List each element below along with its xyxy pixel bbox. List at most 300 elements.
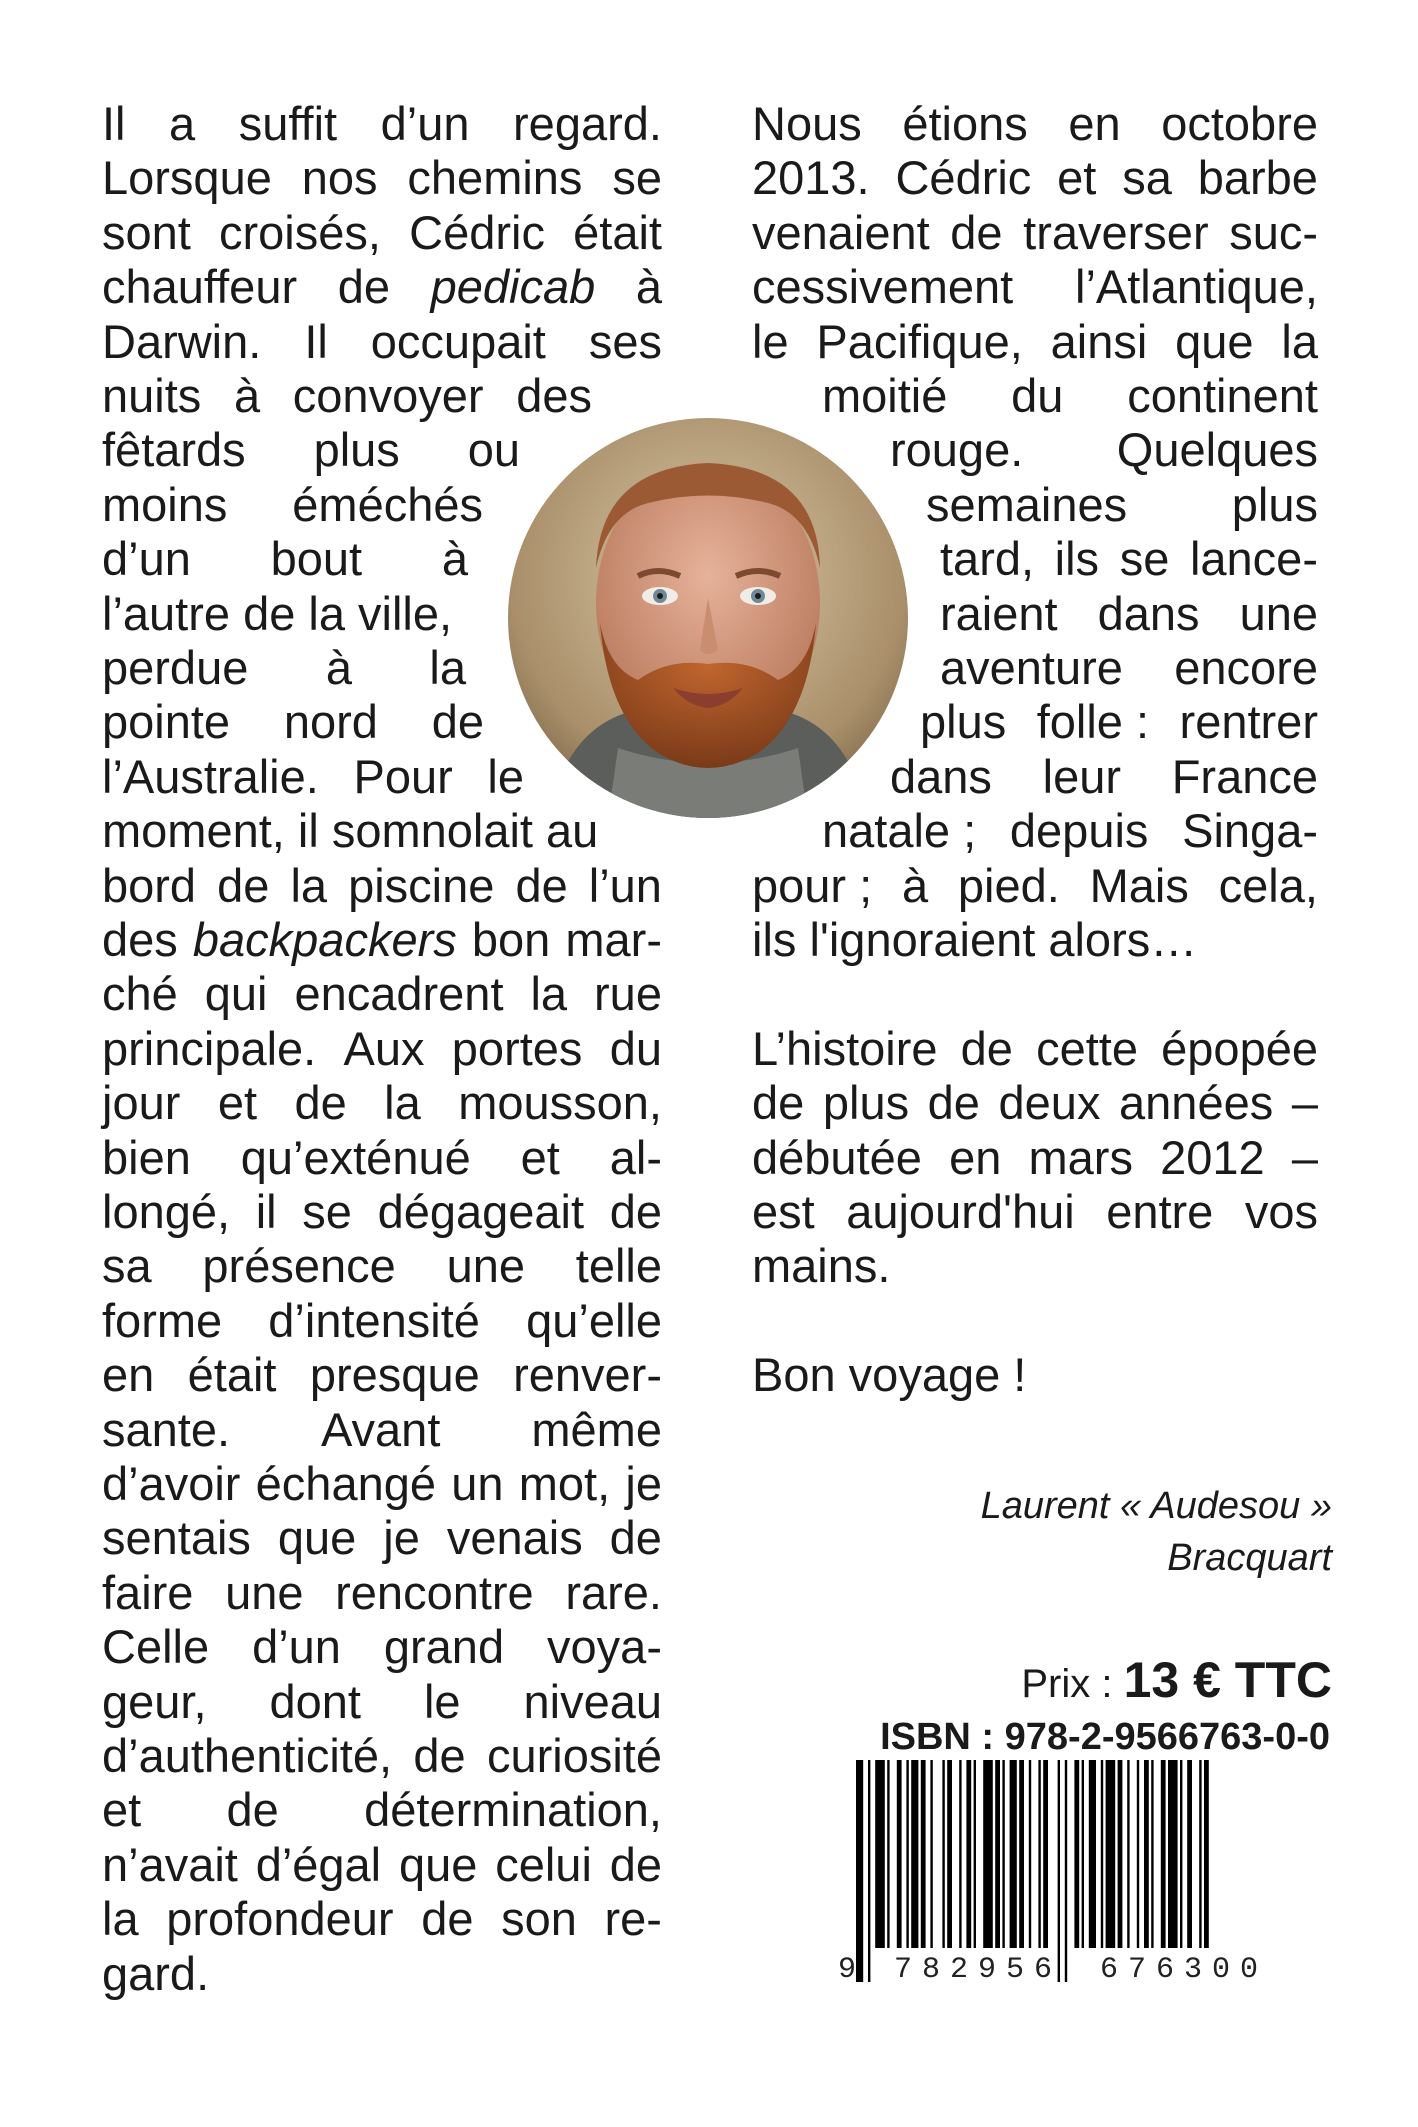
left-column-word: moment, il somnolait au bbox=[102, 804, 599, 858]
right-column-word: se bbox=[1119, 532, 1170, 586]
right-column-word: vos bbox=[1244, 1185, 1318, 1238]
right-column-word: octobre bbox=[1161, 97, 1318, 150]
barcode-first-digit: 9 bbox=[838, 1953, 857, 1987]
left-column-word: ché bbox=[102, 967, 178, 1021]
left-column-word: occupait bbox=[370, 314, 546, 368]
right-column-line bbox=[752, 1184, 1318, 1240]
left-column-word: que bbox=[277, 1511, 357, 1565]
barcode-bar bbox=[995, 1760, 1000, 1948]
left-column-word: niveau bbox=[523, 1674, 662, 1728]
left-column-word: nuits bbox=[102, 369, 202, 422]
barcode-bar bbox=[942, 1760, 944, 1948]
left-column-word: Lorsque bbox=[102, 151, 272, 205]
left-column-word: jour bbox=[102, 1076, 181, 1130]
left-column-word: en bbox=[102, 1348, 155, 1402]
right-column-word: moitié bbox=[822, 369, 948, 422]
right-column-word: cessivement bbox=[752, 260, 1014, 314]
right-column-word: en bbox=[949, 1130, 1002, 1184]
right-column-line bbox=[752, 259, 1318, 315]
left-column-word: à bbox=[441, 532, 468, 586]
left-column-word: rencontre bbox=[335, 1565, 534, 1619]
barcode-bar bbox=[906, 1760, 908, 1948]
barcode-bar bbox=[897, 1760, 902, 1948]
right-column-word: en bbox=[1068, 97, 1121, 150]
portrait-photo-icon bbox=[508, 418, 908, 818]
left-column-word: rare. bbox=[565, 1565, 662, 1619]
left-column-word: la bbox=[290, 858, 328, 912]
left-column-line bbox=[102, 1510, 662, 1566]
barcode-bar bbox=[856, 1760, 863, 1982]
signature-line-1: Laurent « Audesou » bbox=[980, 1485, 1332, 1527]
right-column-word: traverser bbox=[1023, 205, 1209, 259]
left-column-word: d’intensité bbox=[268, 1293, 480, 1347]
left-column-word: faire bbox=[102, 1565, 194, 1619]
barcode-bar bbox=[983, 1760, 993, 1948]
right-column-word: la bbox=[1281, 314, 1318, 368]
left-column-word: de bbox=[226, 1783, 279, 1837]
right-column-word: ils bbox=[1054, 532, 1100, 586]
left-column-word: se bbox=[612, 151, 662, 205]
left-column-word: de bbox=[413, 1729, 466, 1782]
right-column-line bbox=[752, 150, 1318, 206]
left-column-word: le bbox=[487, 749, 524, 803]
left-column-word: de bbox=[609, 1837, 662, 1891]
left-column-word: regard. bbox=[513, 97, 662, 150]
left-column-word: curiosité bbox=[486, 1729, 662, 1782]
right-column-line bbox=[822, 803, 1318, 859]
left-column-word: la bbox=[530, 967, 568, 1021]
barcode-bar bbox=[966, 1760, 971, 1948]
right-column-word: venaient bbox=[752, 205, 930, 259]
left-column-line bbox=[102, 1347, 662, 1403]
left-column-line bbox=[102, 1075, 662, 1131]
barcode-bar bbox=[1127, 1760, 1129, 1948]
left-column-word: gard. bbox=[102, 1946, 210, 2000]
barcode-bar bbox=[1118, 1760, 1123, 1948]
left-column-word: échangé bbox=[255, 1457, 437, 1510]
right-column-word: pied. bbox=[957, 858, 1060, 912]
right-column-word: à bbox=[901, 858, 929, 912]
right-column-word: rouge. bbox=[890, 423, 1024, 477]
left-column-word: n’avait bbox=[102, 1837, 238, 1891]
right-column-word: entre bbox=[1106, 1185, 1214, 1238]
left-column-line bbox=[102, 586, 490, 642]
left-column-word: dégageait bbox=[377, 1185, 585, 1238]
barcode-bar bbox=[1204, 1760, 1209, 1948]
right-column-word: 2013. bbox=[752, 151, 870, 205]
barcode-bar bbox=[1187, 1760, 1192, 1948]
left-column-line bbox=[102, 694, 484, 750]
left-column-line bbox=[102, 422, 520, 478]
barcode-bar bbox=[959, 1760, 961, 1948]
left-column-word: de bbox=[294, 1076, 347, 1130]
left-column-word: rue bbox=[594, 967, 662, 1021]
right-column-word: deux bbox=[998, 1076, 1101, 1130]
right-column-line bbox=[920, 694, 1318, 750]
barcode-bar bbox=[868, 1760, 870, 1982]
right-column-word: l’Atlantique, bbox=[1075, 260, 1318, 314]
right-column-line bbox=[752, 1075, 1318, 1131]
right-column-word: Cédric bbox=[895, 151, 1032, 205]
right-column-word: plus bbox=[1231, 477, 1318, 531]
left-column-word: celui bbox=[495, 1837, 592, 1891]
left-column-line bbox=[102, 1674, 662, 1730]
right-column-word: de bbox=[927, 1076, 980, 1130]
barcode-bar bbox=[1082, 1760, 1084, 1948]
left-column-word: d’authenticité, bbox=[102, 1729, 393, 1782]
left-column-word: Celle bbox=[102, 1620, 210, 1674]
right-column-line bbox=[752, 1238, 900, 1294]
left-column-word: al- bbox=[609, 1130, 662, 1184]
left-column-word: de bbox=[515, 858, 568, 912]
right-column-word: Pacifique, bbox=[816, 314, 1023, 368]
right-column-line bbox=[752, 1347, 1100, 1403]
left-column-word: encadrent bbox=[294, 967, 504, 1021]
left-column-word: principale. bbox=[102, 1021, 317, 1075]
barcode-bar bbox=[875, 1760, 885, 1948]
left-column-word: une bbox=[446, 1239, 525, 1293]
author-portrait bbox=[508, 418, 908, 818]
barcode-bar bbox=[1180, 1760, 1182, 1948]
left-column-word: était bbox=[573, 205, 662, 259]
barcode-bar bbox=[1002, 1760, 1004, 1948]
left-column-line bbox=[102, 858, 662, 914]
left-column-word: forme bbox=[102, 1293, 223, 1347]
left-column-word: re- bbox=[604, 1892, 662, 1946]
left-column-word: qu’elle bbox=[526, 1293, 662, 1347]
right-column-line bbox=[822, 368, 1318, 424]
left-column-word: l’autre de la ville, bbox=[102, 586, 453, 640]
left-column-word: Darwin. bbox=[102, 314, 262, 368]
right-column-word: L’histoire bbox=[752, 1021, 938, 1075]
right-column-word: années bbox=[1119, 1076, 1274, 1130]
right-column-word: le bbox=[752, 314, 789, 368]
left-column-word: il bbox=[255, 1185, 277, 1238]
right-column-line bbox=[752, 96, 1318, 152]
left-column-word: grand bbox=[383, 1620, 505, 1674]
left-column-word: portes bbox=[451, 1021, 583, 1075]
right-column-word: France bbox=[1171, 749, 1318, 803]
barcode-bar bbox=[1101, 1760, 1103, 1948]
right-column-line bbox=[752, 858, 1318, 914]
barcode-bar bbox=[1161, 1760, 1166, 1948]
right-column-word: lance- bbox=[1189, 532, 1318, 586]
left-column-word: nos bbox=[301, 151, 378, 205]
left-column-line bbox=[102, 96, 662, 152]
left-column-word: pedicab bbox=[430, 260, 596, 314]
left-column-word: du bbox=[609, 1021, 662, 1075]
left-column-word: à bbox=[635, 260, 662, 314]
left-column-word: la bbox=[384, 1076, 421, 1130]
left-column-line bbox=[102, 1565, 662, 1621]
left-column-word: chauffeur bbox=[102, 260, 298, 314]
left-column-word: telle bbox=[575, 1239, 662, 1293]
left-column-word: piscine bbox=[348, 858, 495, 912]
left-column-word: longé, bbox=[102, 1185, 231, 1238]
left-column-word: je bbox=[383, 1511, 420, 1565]
barcode-bar bbox=[1010, 1760, 1017, 1948]
left-column-word: sa bbox=[102, 1239, 152, 1293]
left-column-word: une bbox=[225, 1565, 304, 1619]
right-column-word: cela, bbox=[1218, 858, 1318, 912]
right-column-word: – bbox=[1291, 1130, 1318, 1184]
left-column-word: Aux bbox=[343, 1021, 425, 1075]
left-column-word: un bbox=[451, 1457, 504, 1510]
left-column-word: dont bbox=[269, 1674, 361, 1728]
isbn-label: ISBN : 978-2-9566763-0-0 bbox=[880, 1716, 1330, 1758]
left-column-word: je bbox=[625, 1457, 662, 1510]
left-column-word: des bbox=[516, 369, 592, 422]
left-column-word: Il bbox=[304, 314, 328, 368]
right-column-word: dans bbox=[1097, 586, 1200, 640]
left-column-word: nord bbox=[283, 695, 378, 749]
right-column-word: – bbox=[1291, 1076, 1318, 1130]
barcode-bar bbox=[911, 1760, 918, 1948]
right-column-line bbox=[752, 912, 1198, 968]
left-column-word: backpackers bbox=[192, 913, 457, 966]
right-column-word: ils l'ignoraient alors… bbox=[752, 913, 1198, 966]
left-column-word: de bbox=[609, 1511, 662, 1565]
signature-line-2: Bracquart bbox=[1167, 1537, 1332, 1579]
right-column-line bbox=[940, 586, 1318, 642]
right-column-word: débutée bbox=[752, 1130, 922, 1184]
left-column-word: convoyer bbox=[292, 369, 484, 422]
barcode-bar bbox=[1074, 1760, 1079, 1948]
left-column-word: d’avoir bbox=[102, 1457, 241, 1510]
right-column-word: du bbox=[1011, 369, 1064, 422]
right-column-word: leur bbox=[1042, 749, 1121, 803]
left-column-word: des bbox=[102, 913, 178, 966]
right-column-word: une bbox=[1239, 586, 1318, 640]
right-column-word: semaines bbox=[926, 477, 1128, 531]
right-column-word: cette bbox=[1036, 1021, 1138, 1075]
right-column-word: et bbox=[1057, 151, 1097, 205]
left-column-word: et bbox=[217, 1076, 258, 1130]
left-column-word: mot, bbox=[518, 1457, 611, 1510]
left-column-line bbox=[102, 477, 483, 533]
left-column-word: qu’exténué bbox=[240, 1130, 471, 1184]
right-column-word: plus bbox=[920, 695, 1007, 749]
left-column-word: bout bbox=[270, 532, 363, 586]
left-column-word: que bbox=[398, 1837, 478, 1891]
right-column-word: mains. bbox=[752, 1239, 891, 1293]
right-column-word: rentrer bbox=[1179, 695, 1318, 749]
right-column-word: Quelques bbox=[1116, 423, 1318, 477]
left-column-word: moins bbox=[102, 477, 228, 531]
right-column-word: Bon voyage ! bbox=[752, 1348, 1027, 1402]
left-column-word: détermination, bbox=[364, 1783, 662, 1837]
left-column-word: d’un bbox=[380, 97, 470, 150]
left-column-word: presque bbox=[309, 1348, 480, 1402]
barcode-bar bbox=[1199, 1760, 1201, 1948]
left-column-word: geur, bbox=[102, 1674, 207, 1728]
left-column-line bbox=[102, 1891, 662, 1947]
barcode-right-group: 676300 bbox=[1100, 1953, 1269, 1987]
left-column-line bbox=[102, 1782, 662, 1838]
left-column-word: ses bbox=[588, 314, 662, 368]
left-column-word: son bbox=[501, 1892, 577, 1946]
left-column-word: la bbox=[429, 641, 466, 694]
left-column-line bbox=[102, 259, 662, 315]
left-column-word: d’un bbox=[252, 1620, 341, 1674]
left-column-word: profondeur bbox=[166, 1892, 394, 1946]
barcode-bar bbox=[947, 1760, 952, 1948]
left-column-line bbox=[102, 1456, 662, 1512]
left-column-word: de bbox=[337, 260, 390, 314]
left-column-line bbox=[102, 1619, 662, 1675]
left-column-word: qui bbox=[204, 967, 268, 1021]
left-column-line bbox=[102, 150, 662, 206]
left-column-word: de bbox=[431, 695, 484, 749]
right-column-word: Mais bbox=[1089, 858, 1189, 912]
right-column-word: aventure bbox=[940, 641, 1123, 694]
left-column-word: chemins bbox=[407, 151, 583, 205]
left-column-word: éméchés bbox=[292, 477, 483, 531]
left-column-word: bien bbox=[102, 1130, 191, 1184]
left-column-line bbox=[102, 640, 466, 696]
left-column-word: la bbox=[102, 1892, 139, 1946]
barcode-left-group: 782956 bbox=[894, 1953, 1063, 1987]
left-column-word: sentais bbox=[102, 1511, 251, 1565]
left-column-word: était bbox=[187, 1348, 277, 1402]
right-column-word: Nous bbox=[752, 97, 862, 150]
left-column-word: de bbox=[421, 1892, 474, 1946]
right-column-word: folle : bbox=[1036, 695, 1150, 749]
right-column-line bbox=[752, 1130, 1318, 1186]
right-column-word: est bbox=[752, 1185, 815, 1238]
left-column-word: d’égal bbox=[255, 1837, 382, 1891]
barcode-bar bbox=[1065, 1760, 1067, 1982]
barcode-bar bbox=[887, 1760, 889, 1948]
right-column-line bbox=[752, 1021, 1318, 1077]
left-column-word: croisés, bbox=[219, 205, 381, 259]
barcode-digits bbox=[838, 1950, 1318, 1990]
right-column-word: de bbox=[960, 1021, 1013, 1075]
left-column-word: venais bbox=[446, 1511, 583, 1565]
left-column-line bbox=[102, 368, 592, 424]
right-column-word: suc- bbox=[1229, 205, 1318, 259]
left-column-line bbox=[102, 803, 610, 859]
left-column-word: plus bbox=[313, 423, 400, 477]
left-column-line bbox=[102, 1184, 662, 1240]
left-column-word: présence bbox=[202, 1239, 396, 1293]
left-column-word: pointe bbox=[102, 695, 231, 749]
right-column-word: dans bbox=[890, 749, 992, 803]
left-column-word: renver- bbox=[513, 1348, 662, 1402]
barcode-bar bbox=[1151, 1760, 1153, 1948]
right-column-word: de bbox=[752, 1076, 805, 1130]
left-column-line bbox=[102, 1130, 662, 1186]
left-column-word: à bbox=[233, 369, 261, 422]
right-column-word: ainsi bbox=[1050, 314, 1148, 368]
right-column-line bbox=[940, 531, 1318, 587]
right-column-word: barbe bbox=[1197, 151, 1318, 205]
left-column-word: Avant bbox=[321, 1402, 441, 1456]
right-column-line bbox=[752, 314, 1318, 370]
left-column-line bbox=[102, 966, 662, 1022]
right-column-word: aujourd'hui bbox=[846, 1185, 1075, 1238]
right-column-line bbox=[926, 477, 1318, 533]
left-column-line bbox=[102, 531, 468, 587]
left-column-word: bon bbox=[471, 913, 551, 966]
right-column-word: plus bbox=[822, 1076, 910, 1130]
right-column-word: depuis bbox=[1009, 804, 1149, 858]
left-column-word: fêtards bbox=[102, 423, 246, 477]
barcode-bar bbox=[1058, 1760, 1060, 1982]
left-column-word: ou bbox=[467, 423, 520, 477]
left-column-word: à bbox=[325, 641, 352, 694]
left-column-word: et bbox=[520, 1130, 560, 1184]
left-column-word: et bbox=[102, 1783, 142, 1837]
right-column-word: que bbox=[1175, 314, 1254, 368]
right-column-word: natale ; bbox=[822, 804, 977, 858]
left-column-word: sante. bbox=[102, 1402, 231, 1456]
price-label: Prix : bbox=[1021, 1662, 1113, 1706]
barcode-bar bbox=[974, 1760, 976, 1948]
barcode-bar bbox=[1089, 1760, 1096, 1948]
right-column-word: pour ; bbox=[752, 858, 873, 912]
right-column-word: mars bbox=[1028, 1130, 1133, 1184]
left-column-line bbox=[102, 314, 662, 370]
left-column-word: perdue bbox=[102, 641, 249, 694]
left-column-word: de bbox=[217, 858, 270, 912]
left-column-word: l’un bbox=[588, 858, 662, 912]
left-column-word: Cédric bbox=[409, 205, 545, 259]
price bbox=[1021, 1650, 1332, 1714]
left-column-line bbox=[102, 1293, 662, 1349]
price-value: 13 € TTC bbox=[1123, 1652, 1332, 1708]
right-column-word: 2012 bbox=[1160, 1130, 1265, 1184]
barcode-bar bbox=[1137, 1760, 1139, 1948]
left-column-line bbox=[102, 749, 524, 805]
right-column-word: étions bbox=[902, 97, 1028, 150]
left-column-word: a bbox=[169, 97, 196, 150]
barcode-bar bbox=[1144, 1760, 1149, 1948]
right-column-line bbox=[890, 422, 1318, 478]
left-column-word: bord bbox=[102, 858, 197, 912]
left-column-word: l’Australie. bbox=[102, 749, 319, 803]
right-column-line bbox=[940, 640, 1318, 696]
right-column-word: raient bbox=[940, 586, 1058, 640]
left-column-word: se bbox=[302, 1185, 352, 1238]
left-column-word: Il bbox=[102, 97, 126, 150]
barcode-bar bbox=[921, 1760, 926, 1948]
left-column-word: mar- bbox=[565, 913, 662, 966]
left-column-line bbox=[102, 1402, 662, 1458]
right-column-line bbox=[752, 205, 1318, 261]
left-column-line bbox=[102, 1021, 662, 1077]
right-column-word: Singa- bbox=[1182, 804, 1318, 858]
left-column-word: de bbox=[609, 1185, 662, 1238]
left-column-word: mousson, bbox=[458, 1076, 662, 1130]
barcode-bar bbox=[1029, 1760, 1031, 1948]
left-column-line bbox=[102, 1238, 662, 1294]
barcode-bar bbox=[1038, 1760, 1040, 1948]
right-column-word: sa bbox=[1122, 151, 1172, 205]
right-column-line bbox=[890, 749, 1318, 805]
right-column-word: épopée bbox=[1161, 1021, 1318, 1075]
left-column-word: suffit bbox=[238, 97, 338, 150]
left-column-word: voya- bbox=[547, 1620, 662, 1674]
left-column-word: sont bbox=[102, 205, 191, 259]
left-column-word: Pour bbox=[353, 749, 453, 803]
right-column-word: tard, bbox=[940, 532, 1035, 586]
right-column-word: de bbox=[950, 205, 1003, 259]
left-column-line bbox=[102, 1728, 662, 1784]
barcode-bar bbox=[930, 1760, 932, 1948]
left-column-line bbox=[102, 912, 662, 968]
right-column-word: encore bbox=[1174, 641, 1318, 694]
